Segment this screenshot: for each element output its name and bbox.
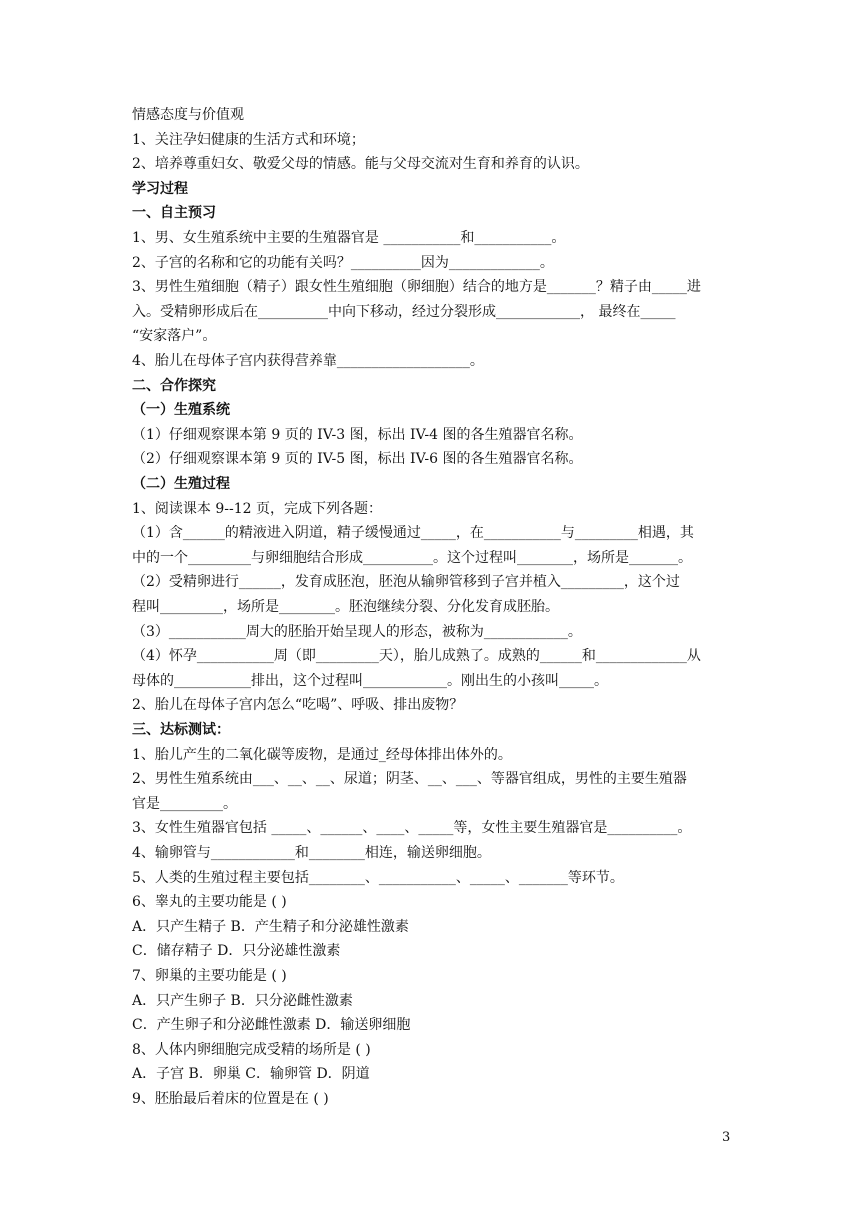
text-line: 1、男、女生殖系统中主要的生殖器官是 ___________和___________。 xyxy=(132,230,566,246)
text-line: 7、卵巢的主要功能是 ( ) xyxy=(132,968,287,984)
text-line: C．产生卵子和分泌雌性激素 D．输送卵细胞 xyxy=(132,1017,411,1034)
text-line: 2、培养尊重妇女、敬爱父母的情感。能与父母交流对生育和养育的认识。 xyxy=(132,156,589,173)
text-line: （1）仔细观察课本第 9 页的 IV-3 图，标出 IV-4 图的各生殖器官名称。 xyxy=(132,426,583,443)
section-heading: 二、合作探究 xyxy=(132,377,216,394)
section-heading: 学习过程 xyxy=(132,180,188,197)
text-line: 程叫_________，场所是________。胚泡继续分裂、分化发育成胚胎。 xyxy=(132,599,559,615)
text-line: 3、女性生殖器官包括 _____、______、____、_____等，女性主要生殖器官是__________。 xyxy=(132,820,692,837)
text-line: 中的一个_________与卵细胞结合形成__________。这个过程叫________，场所是_______。 xyxy=(132,549,692,566)
text-line: 官是_________。 xyxy=(132,795,237,812)
text-line: 2、男性生殖系统由___、__、__、尿道；阴茎、__、___、等器官组成，男性的主要生殖器 xyxy=(132,771,687,788)
text-line: C．储存精子 D．只分泌雄性激素 xyxy=(132,943,341,960)
text-line: 4、输卵管与____________和________相连，输送卵细胞。 xyxy=(132,845,491,861)
text-line: A．子宫 B．卵巢 C．输卵管 D．阴道 xyxy=(132,1066,370,1083)
text-line: 4、胎儿在母体子宫内获得营养靠___________________。 xyxy=(132,353,484,369)
text-line: 情感态度与价值观 xyxy=(132,107,244,123)
text-line: 入。受精卵形成后在__________中向下移动，经过分裂形成____________， 最终在_____ xyxy=(132,303,676,320)
section-heading: （一）生殖系统 xyxy=(132,402,230,419)
text-line: （2）受精卵进行______，发育成胚泡，胚泡从输卵管移到子宫并植入_________，这个过 xyxy=(132,574,680,591)
page-number: 3 xyxy=(722,1130,731,1145)
text-line: 3、男性生殖细胞（精子）跟女性生殖细胞（卵细胞）结合的地方是_______？精子由_____进 xyxy=(132,279,701,296)
text-line: 2、胎儿在母体子宫内怎么“吃喝”、呼吸、排出废物？ xyxy=(132,697,464,714)
section-heading: 一、自主预习 xyxy=(132,205,216,222)
text-line: 母体的___________排出，这个过程叫____________。刚出生的小孩叫_____。 xyxy=(132,672,608,689)
text-line: “安家落户”。 xyxy=(132,328,217,345)
text-line: 9、胚胎最后着床的位置是在 ( ) xyxy=(132,1091,329,1107)
text-line: （3）___________周大的胚胎开始呈现人的形态，被称为____________。 xyxy=(132,623,582,640)
text-line: 2、子宫的名称和它的功能有关吗？__________因为_____________。 xyxy=(132,254,554,271)
text-line: A．只产生精子 B．产生精子和分泌雄性激素 xyxy=(132,918,409,935)
text-line: （4）怀孕___________周（即_________天），胎儿成熟了。成熟的______和_____________从 xyxy=(132,648,701,665)
text-line: 5、人类的生殖过程主要包括________、___________、_____、_______等环节。 xyxy=(132,869,624,886)
text-line: （2）仔细观察课本第 9 页的 IV-5 图，标出 IV-6 图的各生殖器官名称。 xyxy=(132,451,583,468)
section-heading: （二）生殖过程 xyxy=(132,476,230,492)
text-line: 1、关注孕妇健康的生活方式和环境； xyxy=(132,131,365,148)
section-heading: 三、达标测试： xyxy=(132,722,230,738)
text-line: 6、睾丸的主要功能是 ( ) xyxy=(132,894,287,911)
text-line: 8、人体内卵细胞完成受精的场所是 ( ) xyxy=(132,1041,371,1058)
text-line: 1、胎儿产生的二氧化碳等废物，是通过_经母体排出体外的。 xyxy=(132,746,512,763)
text-line: （1）含______的精液进入阴道，精子缓慢通过_____，在___________与_________相遇，其 xyxy=(132,525,694,542)
text-line: A．只产生卵子 B．只分泌雌性激素 xyxy=(132,992,353,1009)
text-line: 1、阅读课本 9--12 页，完成下列各题： xyxy=(132,500,382,517)
